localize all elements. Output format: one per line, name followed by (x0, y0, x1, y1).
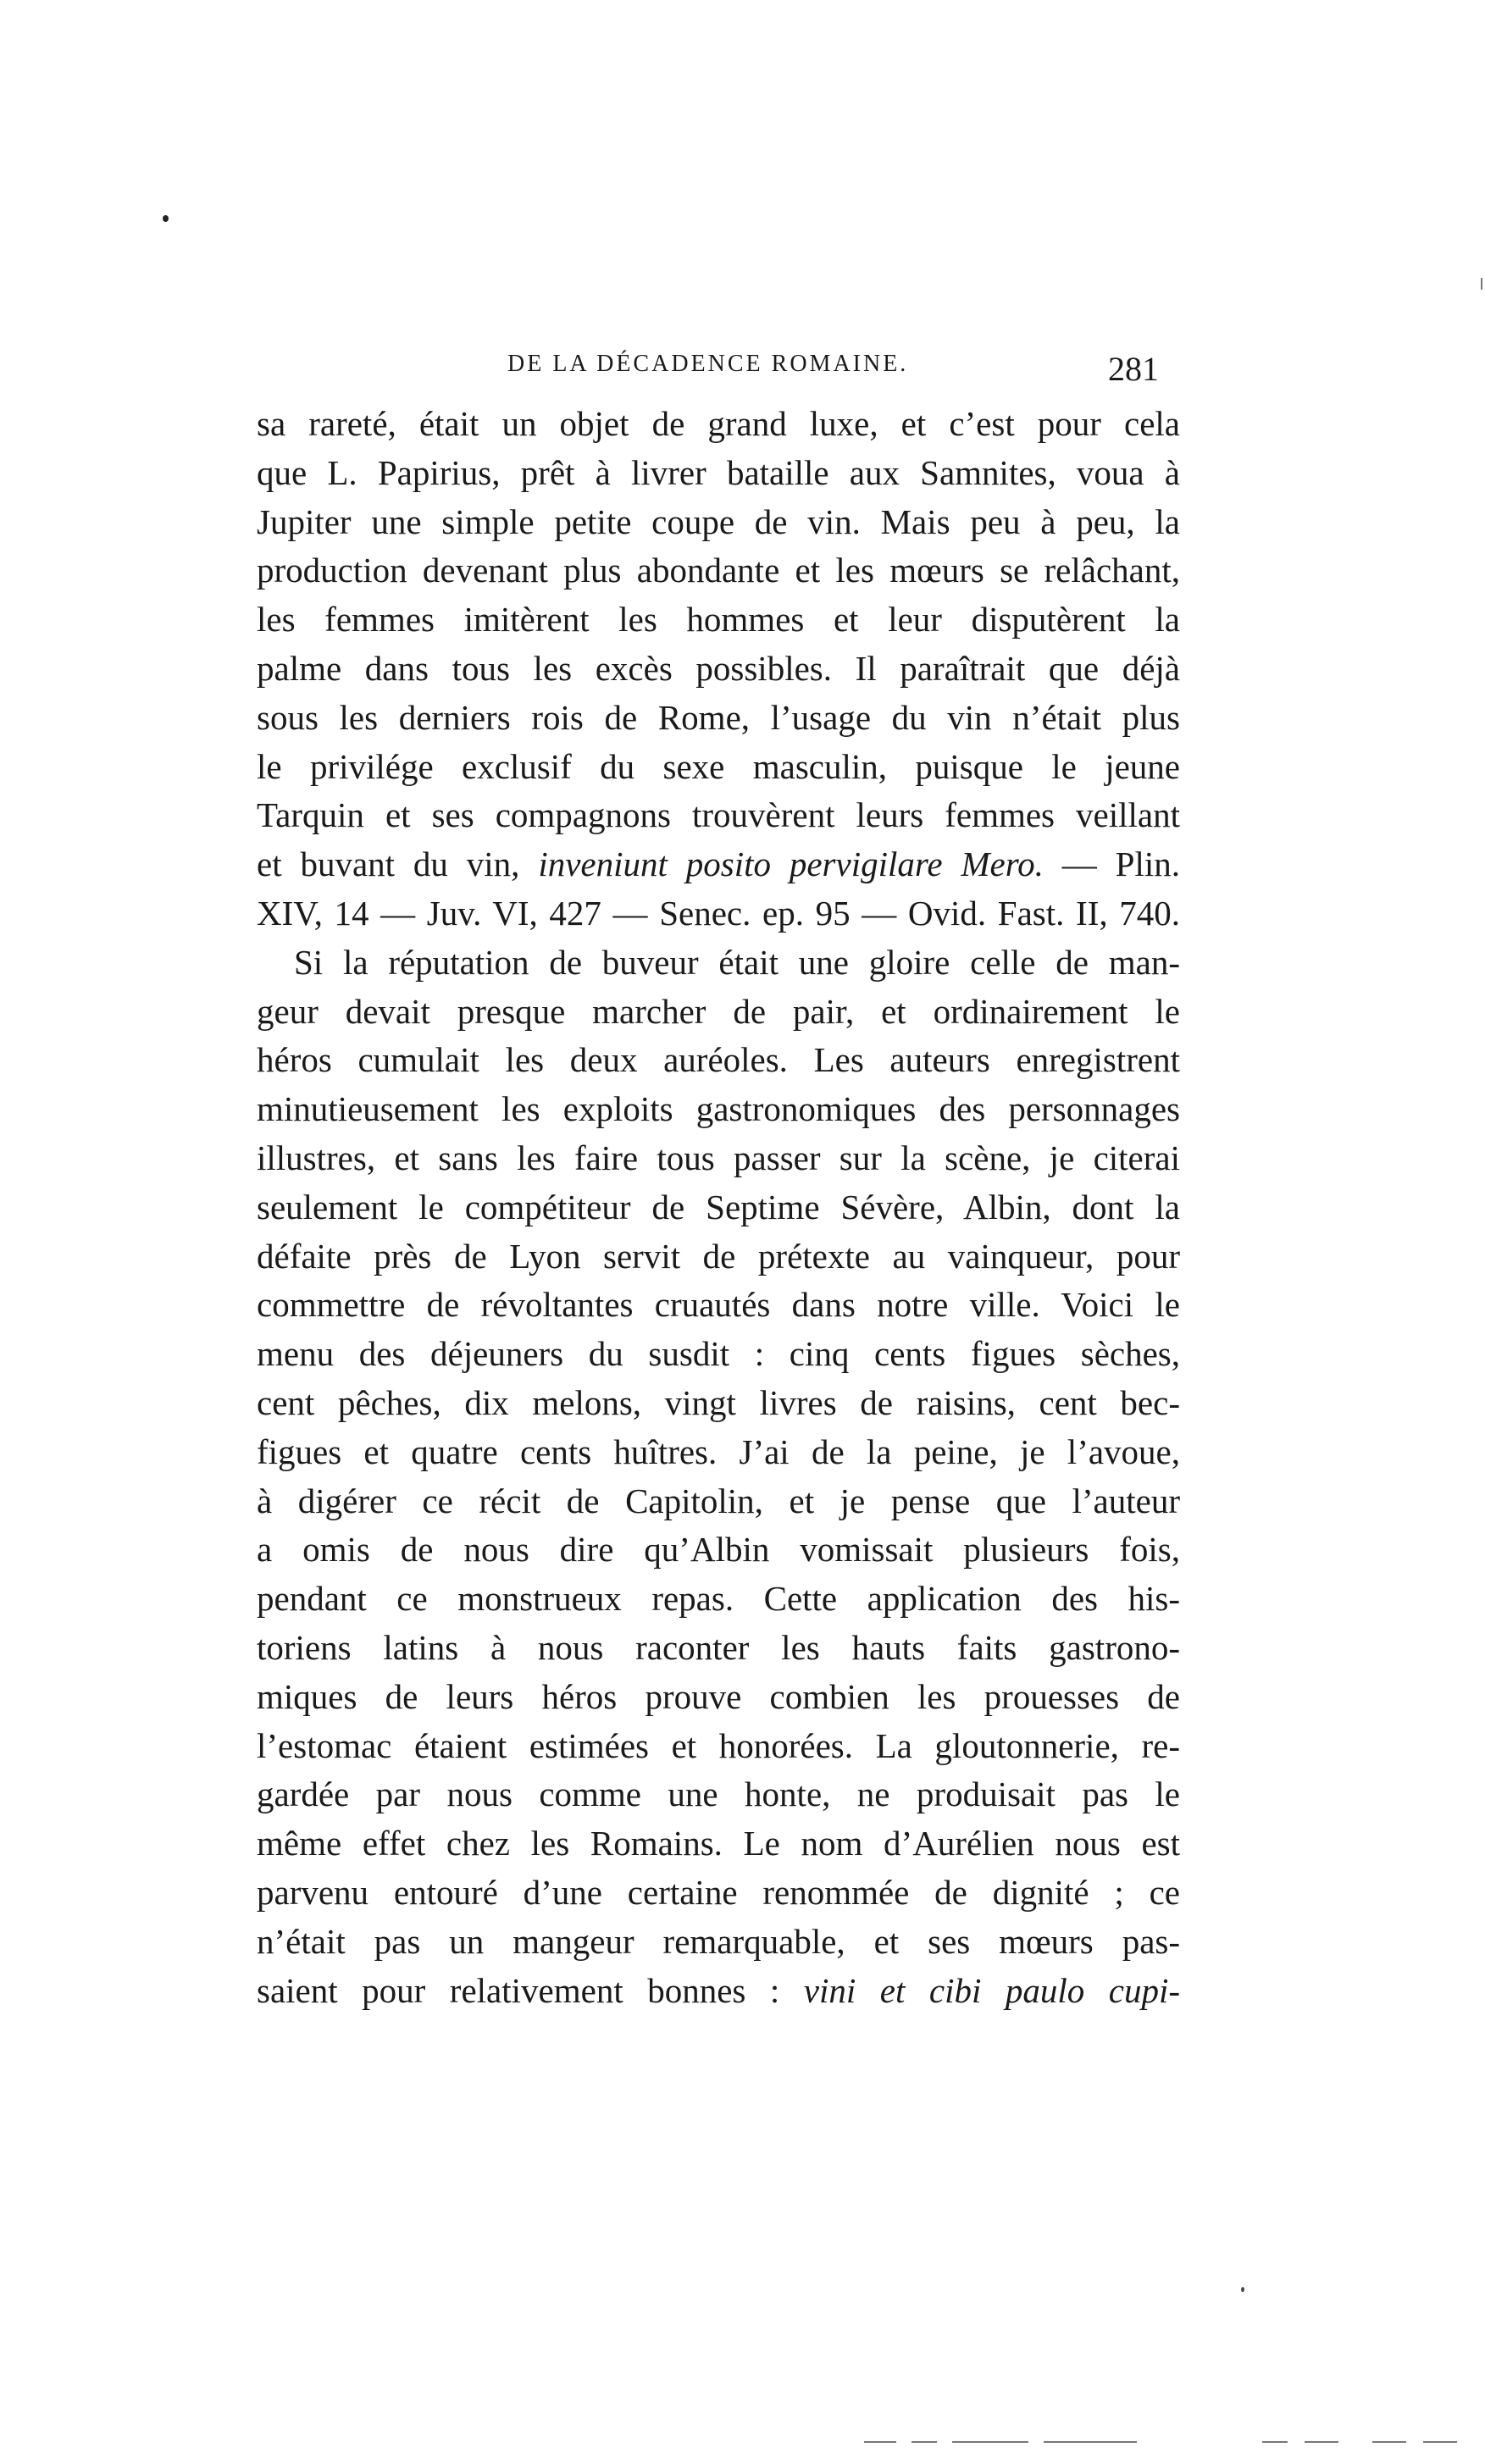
text-line: cent pêches, dix melons, vingt livres de raisins, cent bec- (257, 1382, 1180, 1422)
running-title: DE LA DÉCADENCE ROMAINE. (507, 351, 909, 377)
text-line: menu des déjeuners du susdit : cinq cents figues sèches, (257, 1334, 1180, 1374)
scan-mark (1262, 2441, 1288, 2443)
latin-quote: vini et cibi paulo cupi- (803, 1970, 1180, 2010)
ink-speck (163, 215, 169, 222)
text-line: miques de leurs héros prouve combien les prouesses de (257, 1676, 1180, 1716)
text-line: pendant ce monstrueux repas. Cette application des his- (257, 1579, 1180, 1619)
text-line: héros cumulait les deux auréoles. Les auteurs enregistrent (257, 1040, 1180, 1080)
body-text (257, 400, 1180, 2015)
text-line: et buvant du vin, inveniunt posito pervigilare Mero. — Plin. (257, 844, 1180, 884)
citation-line: XIV, 14 — Juv. VI, 427 — Senec. ep. 95 — Ovid. Fast. II, 740. (257, 893, 1180, 933)
scan-mark (1305, 2441, 1338, 2443)
text-line: sous les derniers rois de Rome, l’usage du vin n’était plus (257, 697, 1180, 737)
text-line: n’était pas un mangeur remarquable, et ses mœurs pas- (257, 1921, 1180, 1961)
scan-mark (1044, 2441, 1137, 2443)
text-line: figues et quatre cents huîtres. J’ai de la peine, je l’avoue, (257, 1431, 1180, 1471)
text-line: même effet chez les Romains. Le nom d’Aurélien nous est (257, 1824, 1180, 1863)
scan-mark (912, 2441, 937, 2443)
text-line: défaite près de Lyon servit de prétexte au vainqueur, pour (257, 1236, 1180, 1276)
ink-speck (1241, 2287, 1244, 2292)
text-line: gardée par nous comme une honte, ne produisait pas le (257, 1775, 1180, 1814)
text-line: le privilége exclusif du sexe masculin, puisque le jeune (257, 746, 1180, 786)
text-line: toriens latins à nous raconter les hauts faits gastrono- (257, 1627, 1180, 1667)
text-line: saient pour relativement bonnes : vini et cibi paulo cupi- (257, 1970, 1180, 2010)
page-header (257, 349, 1180, 390)
page-number: 281 (1108, 350, 1159, 388)
text-line: Jupiter une simple petite coupe de vin. Mais peu à peu, la (257, 501, 1180, 541)
scan-mark (1372, 2441, 1406, 2443)
scan-mark (952, 2441, 1028, 2443)
text-line: à digérer ce récit de Capitolin, et je pense que l’auteur (257, 1481, 1180, 1520)
text-line: palme dans tous les excès possibles. Il paraîtrait que déjà (257, 648, 1180, 688)
scan-edge-mark (1481, 278, 1482, 290)
text-line: que L. Papirius, prêt à livrer bataille aux Samnites, voua à (257, 452, 1180, 492)
text-line: a omis de nous dire qu’Albin vomissait plusieurs fois, (257, 1530, 1180, 1570)
text-line: commettre de révoltantes cruautés dans notre ville. Voici le (257, 1285, 1180, 1325)
text-line: Tarquin et ses compagnons trouvèrent leurs femmes veillant (257, 795, 1180, 835)
scan-footer-marks (864, 2441, 1474, 2445)
scan-mark (1423, 2441, 1457, 2443)
text-line: production devenant plus abondante et les mœurs se relâchant, (257, 551, 1180, 590)
text-line: seulement le compétiteur de Septime Sévère, Albin, dont la (257, 1187, 1180, 1226)
scan-mark (864, 2441, 896, 2443)
text-line: l’estomac étaient estimées et honorées. La gloutonnerie, re- (257, 1725, 1180, 1765)
text-line: les femmes imitèrent les hommes et leur disputèrent la (257, 600, 1180, 640)
text-line: sa rareté, était un objet de grand luxe, et c’est pour cela (257, 404, 1180, 443)
text-line: parvenu entouré d’une certaine renommée de dignité ; ce (257, 1872, 1180, 1912)
text-line: geur devait presque marcher de pair, et ordinairement le (257, 991, 1180, 1031)
text-line: illustres, et sans les faire tous passer sur la scène, je citerai (257, 1138, 1180, 1177)
latin-quote: inveniunt posito pervigilare Mero. (538, 844, 1044, 884)
paragraph-start: Si la réputation de buveur était une gloire celle de man- (294, 942, 1180, 982)
text-line: minutieusement les exploits gastronomiques des personnages (257, 1089, 1180, 1129)
